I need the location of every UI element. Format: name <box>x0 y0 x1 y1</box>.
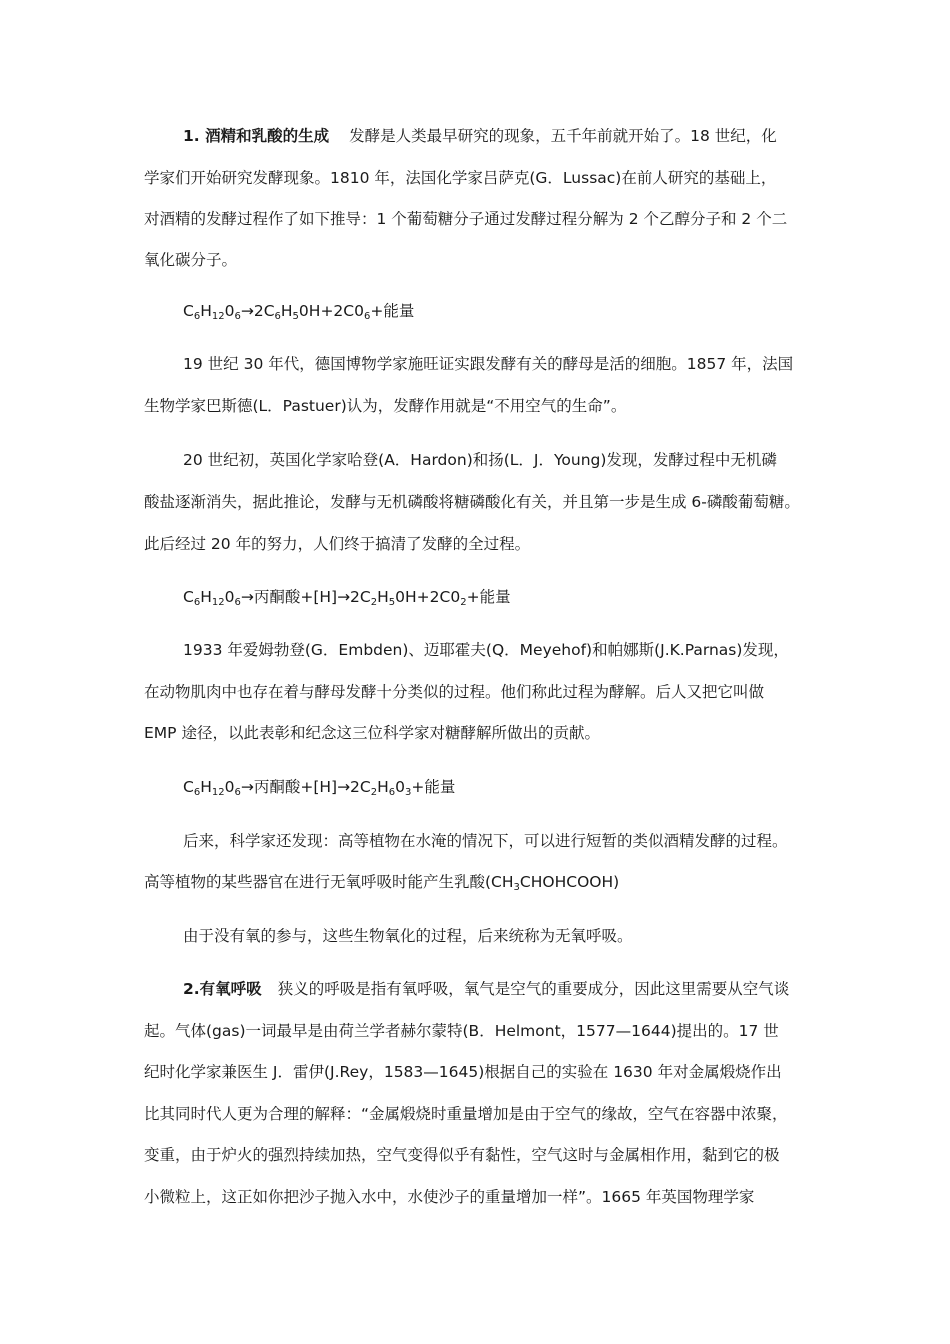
paragraph-line <box>183 125 777 147</box>
paragraph-text: 狭义的呼吸是指有氧呼吸，氧气是空气的重要成分，因此这里需要从空气谈 <box>277 980 790 998</box>
chemical-equation: $C_6H_{12}0_6\to$丙酮酸$+[H]\to 2C_2H_60_3+$能量 <box>183 778 456 798</box>
paragraph-line: 起。气体(gas)一词最早是由荷兰学者赫尔蒙特(B．Helmont，1577—1644)提出的。17 世 <box>144 1022 779 1040</box>
paragraph-line: 高等植物的某些器官在进行无氧呼吸时能产生乳酸$(CH_3CHOHCOOH)$ <box>144 873 620 893</box>
paragraph-line: 由于没有氧的参与，这些生物氧化的过程，后来统称为无氧呼吸。 <box>183 927 633 945</box>
chemical-equation: $C_6H_{12}0_6\to 2C_6H_50H+2C0_6+$能量 <box>183 302 415 322</box>
paragraph-line: 19 世纪 30 年代，德国博物学家施旺证实跟发酵有关的酵母是活的细胞。1857 年，法国 <box>183 355 794 373</box>
paragraph-line: 在动物肌肉中也存在着与酵母发酵十分类似的过程。他们称此过程为酵解。后人又把它叫做 <box>144 683 765 701</box>
paragraph-line: 变重，由于炉火的强烈持续加热，空气变得似乎有黏性，空气这时与金属相作用，黏到它的极 <box>144 1146 780 1164</box>
paragraph-line: 后来，科学家还发现：高等植物在水淹的情况下，可以进行短暂的类似酒精发酵的过程。 <box>183 832 788 850</box>
paragraph-line: 比其同时代人更为合理的解释：“金属煅烧时重量增加是由于空气的缘故，空气在容器中浓聚， <box>144 1105 788 1123</box>
section-heading: 2.有氧呼吸 <box>183 980 262 998</box>
paragraph-line: 对酒精的发酵过程作了如下推导：1 个葡萄糖分子通过发酵过程分解为 2 个乙醇分子和 2 个二 <box>144 210 788 228</box>
paragraph-line <box>183 978 789 1000</box>
paragraph-line: 小微粒上，这正如你把沙子抛入水中，水使沙子的重量增加一样”。1665 年英国物理学家 <box>144 1188 755 1206</box>
paragraph-line: 1933 年爱姆勃登(G．Embden)、迈耶霍夫(Q．Meyehof)和帕娜斯(J.K.Parnas)发现， <box>183 641 789 659</box>
paragraph-line: 酸盐逐渐消失，据此推论，发酵与无机磷酸将糖磷酸化有关，并且第一步是生成 6-磷酸葡萄糖。 <box>144 493 800 511</box>
paragraph-line: 生物学家巴斯德(L．Pastuer)认为，发酵作用就是“不用空气的生命”。 <box>144 397 627 415</box>
paragraph-line: 纪时化学家兼医生 J．雷伊(J.Rey，1583—1645)根据自己的实验在 1630 年对金属煅烧作出 <box>144 1063 782 1081</box>
paragraph-line: 20 世纪初，英国化学家哈登(A．Hardon)和扬(L．J．Young)发现，发酵过程中无机磷 <box>183 451 777 469</box>
paragraph-line: 氧化碳分子。 <box>144 251 238 269</box>
chemical-equation: $C_6H_{12}0_6\to$丙酮酸$+[H]\to 2C_2H_50H+2C0_2+$能量 <box>183 588 511 608</box>
paragraph-text: 发酵是人类最早研究的现象，五千年前就开始了。18 世纪，化 <box>349 127 777 145</box>
paragraph-line: EMP 途径，以此表彰和纪念这三位科学家对糖酵解所做出的贡献。 <box>144 724 600 742</box>
paragraph-line: 学家们开始研究发酵现象。1810 年，法国化学家吕萨克(G．Lussac)在前人研究的基础上， <box>144 169 777 187</box>
paragraph-line: 此后经过 20 年的努力，人们终于搞清了发酵的全过程。 <box>144 535 531 553</box>
section-heading: 1. 酒精和乳酸的生成 <box>183 127 330 145</box>
